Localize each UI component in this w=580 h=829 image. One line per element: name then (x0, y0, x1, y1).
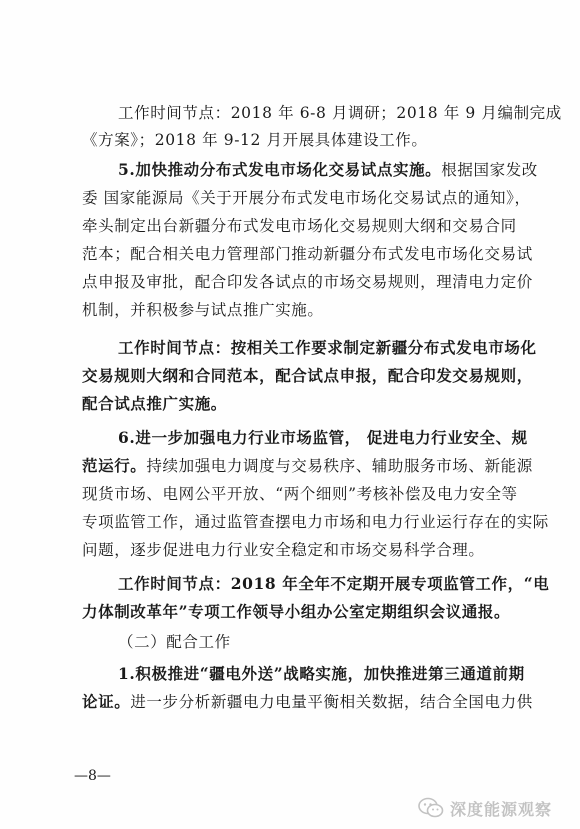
text-line-6 (82, 244, 533, 264)
line-text: 现货市场、电网公平开放、“两个细则”考核补偿及电力安全等 (82, 485, 518, 503)
text-line-13 (82, 456, 533, 476)
text-line-14 (82, 484, 518, 504)
line-text: 问题，逐步促进电力行业安全稳定和市场交易科学合理。 (82, 541, 485, 559)
line-text: 牵头制定出台新疆分布式发电市场化交易规则大纲和交易合同 (82, 217, 517, 235)
line-text: 持续加强电力调度与交易秩序、辅助服务市场、新能源 (146, 457, 533, 475)
line-text: 机制，并积极参与试点推广实施。 (82, 301, 324, 319)
line-text: 工作时间节点：2018 年 6-8 月调研；2018 年 9 月编制完成 (118, 104, 562, 122)
text-line-12 (118, 428, 528, 448)
line-text: 范本；配合相关电力管理部门推动新疆分布式发电市场化交易试 (82, 245, 533, 263)
line-text: 专项监管工作，通过监管查摆电力市场和电力行业运行存在的实际 (82, 513, 549, 531)
line-text: 点申报及审批，配合印发各试点的市场交易规则，理清电力定价 (82, 273, 533, 291)
section-heading: 6.进一步加强电力行业市场监管， 促进电力行业安全、规 (118, 428, 528, 447)
text-line-2 (82, 130, 428, 150)
wechat-icon (418, 797, 444, 819)
text-line-5 (82, 216, 517, 236)
text-line-17 (118, 574, 549, 594)
text-line-7 (82, 272, 533, 292)
line-text: 《方案》；2018 年 9-12 月开展具体建设工作。 (82, 131, 428, 149)
line-text: 工作时间节点：2018 年全年不定期开展专项监管工作，“电 (118, 574, 550, 593)
watermark (418, 795, 552, 821)
text-line-11 (82, 394, 227, 414)
text-line-21 (82, 692, 533, 712)
line-text: 工作时间节点：按相关工作要求制定新疆分布式发电市场化 (118, 338, 537, 357)
text-line-10 (82, 366, 533, 386)
line-text: 配合试点推广实施。 (82, 394, 227, 413)
text-line-8 (82, 300, 324, 320)
section-heading: 5.加快推动分布式发电市场化交易试点实施。 (118, 160, 442, 179)
section-heading-end: 论证。 (82, 692, 131, 711)
text-line-18 (82, 602, 510, 622)
section-heading: 1.积极推进“疆电外送”战略实施，加快推进第三通道前期 (118, 664, 525, 683)
text-line-9 (118, 338, 537, 358)
text-line-16 (82, 540, 485, 560)
line-text: 根据国家发改 (441, 161, 538, 179)
text-line-20 (118, 664, 525, 684)
line-text: 力体制改革年”专项工作领导小组办公室定期组织会议通报。 (82, 602, 511, 621)
text-line-3 (118, 160, 538, 180)
text-line-4 (82, 188, 531, 208)
text-line-1 (118, 103, 562, 123)
line-text: 委 国家能源局《关于开展分布式发电市场化交易试点的通知》， (82, 189, 531, 207)
page-number: —8— (74, 768, 111, 784)
line-text: 进一步分析新疆电力电量平衡相关数据，结合全国电力供 (130, 693, 533, 711)
section-heading-end: 范运行。 (82, 456, 147, 475)
line-text: （二）配合工作 (118, 633, 231, 651)
watermark-text: 深度能源观察 (450, 799, 553, 819)
text-line-15 (82, 512, 549, 532)
line-text: 交易规则大纲和合同范本，配合试点申报，配合印发交易规则， (82, 366, 533, 385)
subsection-heading (118, 632, 231, 652)
